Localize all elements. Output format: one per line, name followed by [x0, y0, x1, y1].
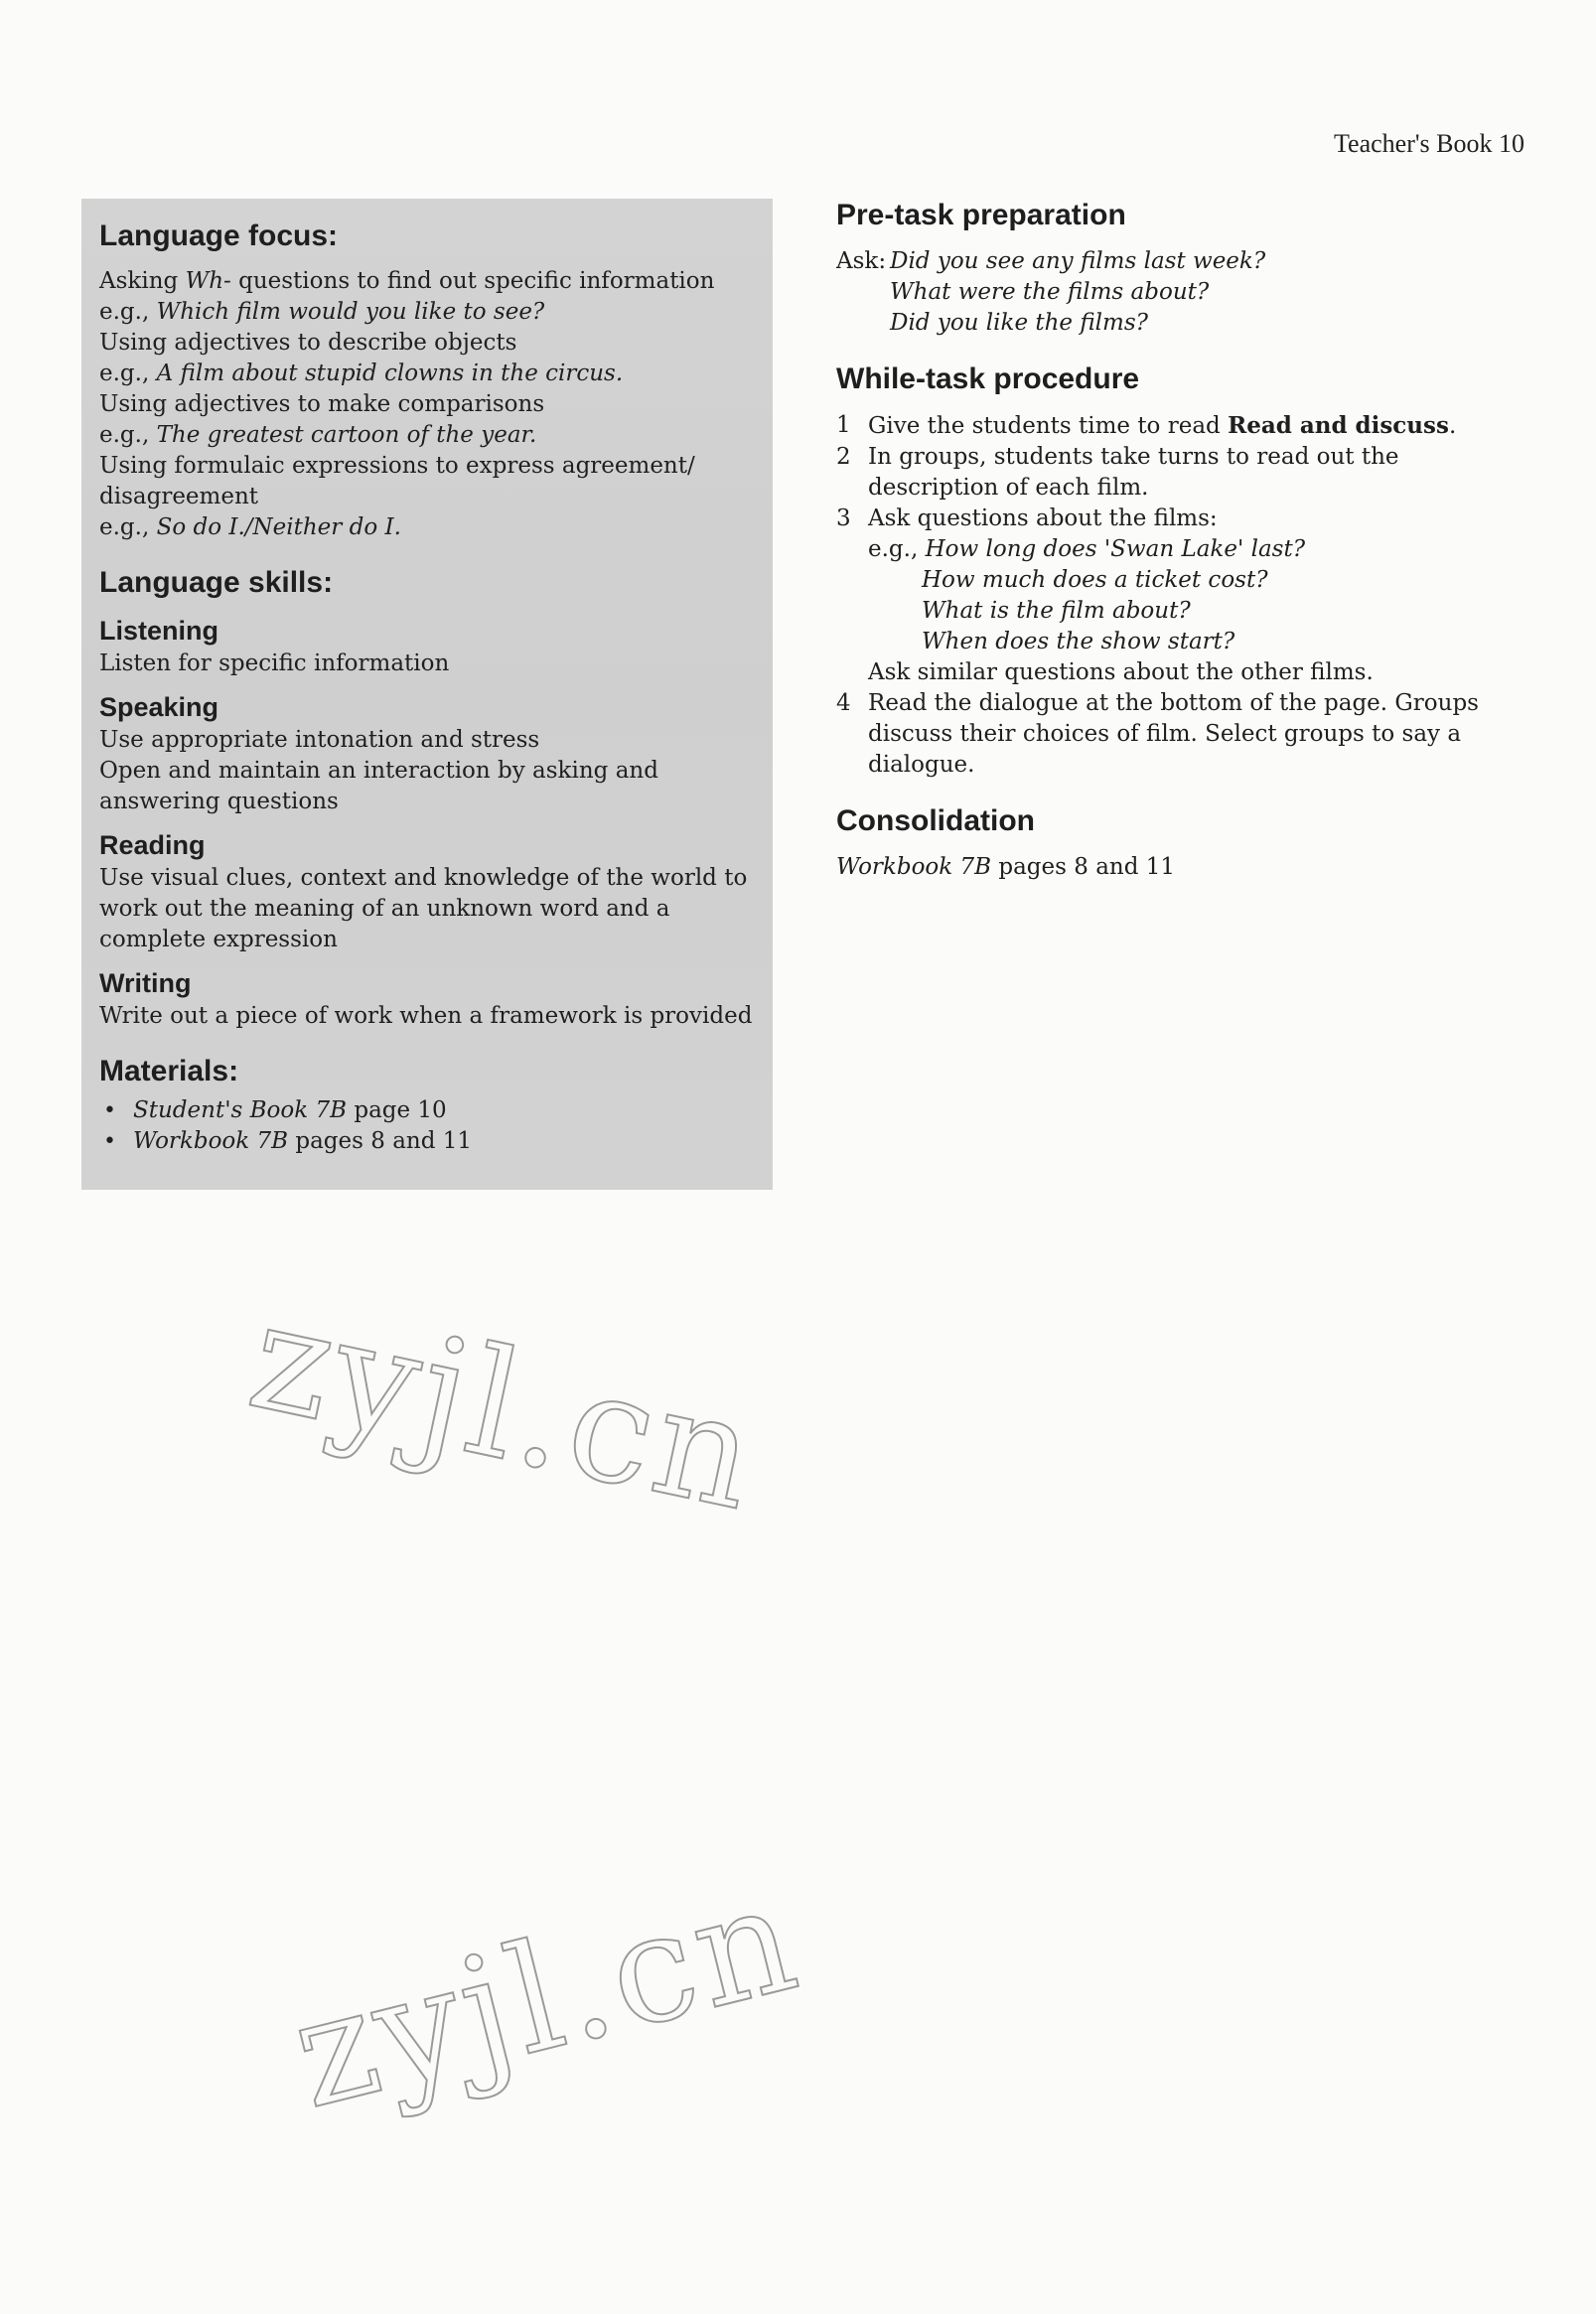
reading-line: Use visual clues, context and knowledge of the world to	[99, 865, 748, 891]
materials-list	[99, 1095, 755, 1157]
consolidation-heading: Consolidation	[836, 804, 1035, 837]
language-focus-line: Using adjectives to make comparisons	[99, 391, 545, 417]
procedure-step: 2 In groups, students take turns to read out the description of each film.	[836, 444, 1399, 501]
speaking-line: Open and maintain an interaction by asking and	[99, 758, 658, 784]
page-header: Teacher's Book 10	[1333, 129, 1524, 158]
listening-line: Listen for specific information	[99, 651, 450, 676]
language-focus-heading: Language focus:	[99, 219, 339, 252]
list-item: • Workbook 7B pages 8 and 11	[99, 1126, 755, 1157]
pretask-question: Did you like the films?	[890, 310, 1148, 336]
watermark: zyjl.cn	[277, 1850, 815, 2143]
whiletask-heading: While-task procedure	[836, 362, 1140, 395]
procedure-step: 1 Give the students time to read Read and discuss.	[836, 412, 1457, 439]
procedure-list	[836, 410, 1531, 781]
example-question: When does the show start?	[922, 629, 1235, 654]
language-focus-line: e.g., Which film would you like to see?	[99, 299, 545, 325]
bullet-icon: •	[103, 1098, 116, 1123]
language-focus-line: Using formulaic expressions to express agreement/	[99, 453, 695, 479]
reading-heading: Reading	[99, 830, 206, 860]
language-focus-line: e.g., So do I./Neither do I.	[99, 514, 401, 540]
listening-heading: Listening	[99, 616, 218, 646]
language-focus-list	[99, 266, 755, 543]
materials-heading: Materials:	[99, 1055, 239, 1087]
speaking-line: Use appropriate intonation and stress	[99, 727, 540, 753]
reading-line: work out the meaning of an unknown word and a	[99, 896, 670, 922]
pretask-heading: Pre-task preparation	[836, 199, 1126, 231]
speaking-line: answering questions	[99, 789, 339, 814]
reading-line: complete expression	[99, 927, 338, 952]
ask-label: Ask:	[836, 248, 887, 274]
procedure-step: 3 Ask questions about the films: e.g., How long does 'Swan Lake' last? How much does a ticket cost? What is the film about? When does the show start? Ask similar questions about the other films.	[836, 504, 1531, 688]
language-focus-line: e.g., A film about stupid clowns in the circus.	[99, 361, 624, 386]
language-focus-line: e.g., The greatest cartoon of the year.	[99, 422, 537, 448]
list-item: • Student's Book 7B page 10	[99, 1095, 755, 1126]
language-focus-line: disagreement	[99, 484, 259, 509]
writing-line: Write out a piece of work when a framework is provided	[99, 1003, 753, 1029]
language-focus-line: Asking Wh- questions to find out specific information	[99, 268, 715, 294]
language-skills-heading: Language skills:	[99, 566, 334, 599]
main-column	[836, 195, 1531, 883]
consolidation-line: Workbook 7B pages 8 and 11	[836, 854, 1176, 880]
procedure-step: 4 Read the dialogue at the bottom of the page. Groups discuss their choices of film. Select groups to say a dialogue.	[836, 690, 1479, 778]
language-focus-line: Using adjectives to describe objects	[99, 330, 517, 356]
writing-heading: Writing	[99, 968, 192, 998]
pretask-ask	[836, 246, 1531, 339]
watermark: zyjl.cn	[236, 1269, 773, 1545]
sidebar-box	[81, 199, 773, 1190]
bullet-icon: •	[103, 1129, 116, 1154]
pretask-question: Did you see any films last week?	[890, 248, 1266, 274]
example-question: How much does a ticket cost?	[922, 567, 1268, 593]
speaking-heading: Speaking	[99, 692, 219, 722]
pretask-question: What were the films about?	[890, 279, 1210, 305]
example-question: What is the film about?	[922, 598, 1191, 624]
